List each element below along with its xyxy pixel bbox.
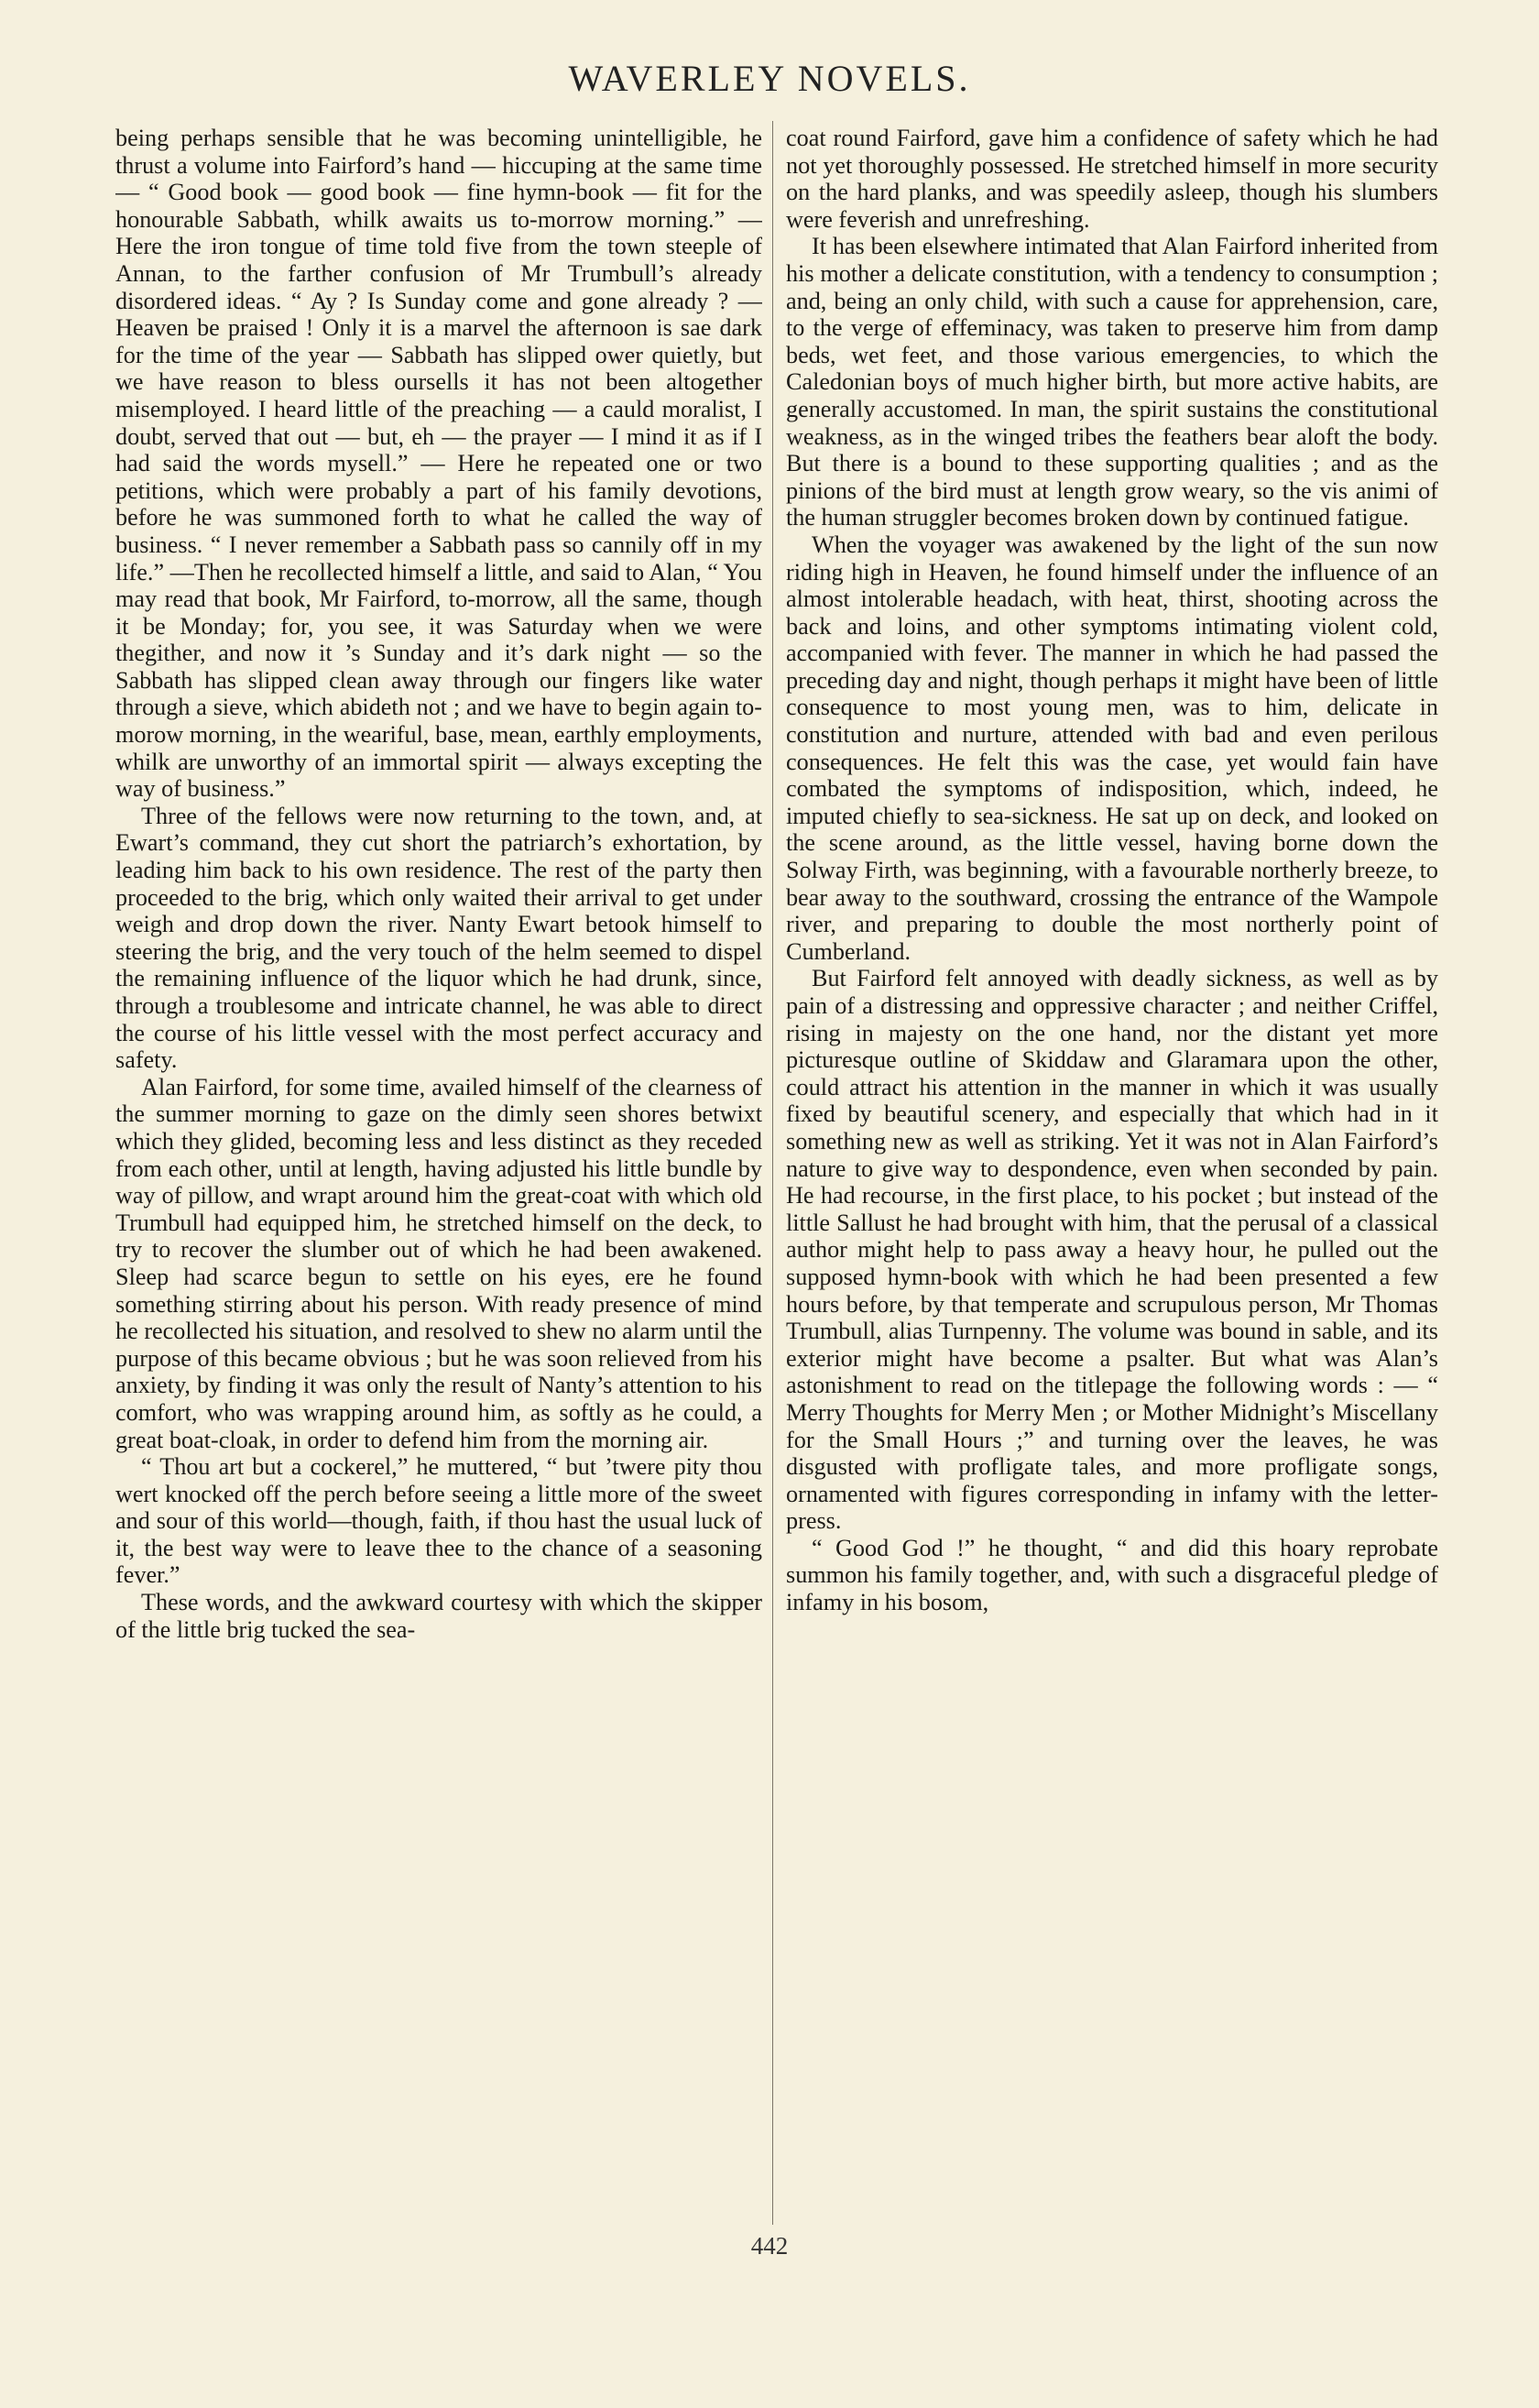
paragraph: But Fairford felt annoyed with deadly sickness, as well as by pain of a distressing and oppressive character ; and neither Criffel, rising in majesty on the one hand, nor the distant yet more picturesque outline of Skiddaw and Glaramara upon the other, could attract his attention in the manner in which it was usually fixed by beautiful scenery, and especially that which had in it something new as well as striking. Yet it was not in Alan Fairford’s nature to give way to despondence, even when seconded by pain. He had recourse, in the first place, to his pocket ; but instead of the little Sallust he had brought with him, that the perusal of a classical author might help to pass away a heavy hour, he pulled out the supposed hymn-book with which he had been presented a few hours before, by that temperate and scrupulous person, Mr Thomas Trumbull, alias Turnpenny. The volume was bound in sable, and its exterior might have become a psalter. But what was Alan’s astonishment to read on the titlepage the following words : — “ Merry Thoughts for Merry Men ; or Mother Midnight’s Miscellany for the Small Hours ;” and turning over the leaves, he was disgusted with profligate tales, and more profligate songs, ornamented with figures corresponding in infamy with the letter-press. xyxy=(786,965,1438,1535)
paragraph: These words, and the awkward courtesy with which the skipper of the little brig tucked the sea- xyxy=(115,1589,762,1643)
left-column xyxy=(115,125,762,2223)
column-divider xyxy=(772,121,773,2225)
page-number: 442 xyxy=(750,2232,789,2260)
paragraph: Alan Fairford, for some time, availed himself of the clearness of the summer morning to gaze on the dimly seen shores betwixt which they glided, becoming less and less distinct as they receded from each other, until at length, having adjusted his little bundle by way of pillow, and wrapt around him the great-coat with which old Trumbull had equipped him, he stretched himself on the deck, to try to recover the slumber out of which he had been awakened. Sleep had scarce begun to settle on his eyes, ere he found something stirring about his person. With ready presence of mind he recollected his situation, and resolved to shew no alarm until the purpose of this became obvious ; but he was soon relieved from his anxiety, by finding it was only the result of Nanty’s attention to his comfort, who was wrapping around him, as softly as he could, a great boat-cloak, in order to defend him from the morning air. xyxy=(115,1073,762,1453)
running-title: WAVERLEY NOVELS. xyxy=(568,58,971,99)
paragraph: “ Good God !” he thought, “ and did this hoary reprobate summon his family together, and, with such a disgraceful pledge of infamy in his bosom, xyxy=(786,1534,1438,1616)
paragraph: Three of the fellows were now returning to the town, and, at Ewart’s command, they cut short the patriarch’s exhortation, by leading him back to his own residence. The rest of the party then proceeded to the brig, which only waited their arrival to get under weigh and drop down the river. Nanty Ewart betook himself to steering the brig, and the very touch of the helm seemed to dispel the remaining influence of the liquor which he had drunk, since, through a troublesome and intricate channel, he was able to direct the course of his little vessel with the most perfect accuracy and safety. xyxy=(115,802,762,1074)
paragraph: When the voyager was awakened by the light of the sun now riding high in Heaven, he found himself under the influence of an almost intolerable headach, with heat, thirst, shooting across the back and loins, and other symptoms intimating violent cold, accompanied with fever. The manner in which he had passed the preceding day and night, though perhaps it might have been of little consequence to most young men, was to him, delicate in constitution and nurture, attended with bad and even perilous consequences. He felt this was the case, yet would fain have combated the symptoms of indisposition, which, indeed, he imputed chiefly to sea-sickness. He sat up on deck, and looked on the scene around, as the little vessel, having borne down the Solway Firth, was beginning, with a favourable northerly breeze, to bear away to the southward, crossing the entrance of the Wampole river, and preparing to double the most northerly point of Cumberland. xyxy=(786,531,1438,965)
right-column xyxy=(786,125,1438,2223)
paragraph: It has been elsewhere intimated that Alan Fairford inherited from his mother a delicate constitution, with a tendency to consumption ; and, being an only child, with such a cause for apprehension, care, to the verge of effeminacy, was taken to preserve him from damp beds, wet feet, and those various emergencies, to which the Caledonian boys of much higher birth, but more active habits, are generally accustomed. In man, the spirit sustains the constitutional weakness, as in the winged tribes the feathers bear aloft the body. But there is a bound to these supporting qualities ; and as the pinions of the bird must at length grow weary, so the vis animi of the human struggler becomes broken down by continued fatigue. xyxy=(786,233,1438,531)
paragraph: coat round Fairford, gave him a confidence of safety which he had not yet thoroughly possessed. He stretched himself in more security on the hard planks, and was speedily asleep, though his slumbers were feverish and unrefreshing. xyxy=(786,125,1438,233)
paragraph: “ Thou art but a cockerel,” he muttered, “ but ’twere pity thou wert knocked off the perch before seeing a little more of the sweet and sour of this world—though, faith, if thou hast the usual luck of it, the best way were to leave thee to the chance of a seasoning fever.” xyxy=(115,1453,762,1589)
paragraph: being perhaps sensible that he was becoming unintelligible, he thrust a volume into Fairford’s hand — hiccuping at the same time — “ Good book — good book — fine hymn-book — fit for the honourable Sabbath, whilk awaits us to-morrow morning.” — Here the iron tongue of time told five from the town steeple of Annan, to the farther confusion of Mr Trumbull’s already disordered ideas. “ Ay ? Is Sunday come and gone already ? — Heaven be praised ! Only it is a marvel the afternoon is sae dark for the time of the year — Sabbath has slipped ower quietly, but we have reason to bless oursells it has not been altogether misemployed. I heard little of the preaching — a cauld moralist, I doubt, served that out — but, eh — the prayer — I mind it as if I had said the words mysell.” — Here he repeated one or two petitions, which were probably a part of his family devotions, before he was summoned forth to what he called the way of business. “ I never remember a Sabbath pass so cannily off in my life.” —Then he recollected himself a little, and said to Alan, “ You may read that book, Mr Fairford, to-morrow, all the same, though it be Monday; for, you see, it was Saturday when we were thegither, and now it ’s Sunday and it’s dark night — so the Sabbath has slipped clean away through our fingers like water through a sieve, which abideth not ; and we have to begin again to-morow morning, in the weariful, base, mean, earthly employments, whilk are unworthy of an immortal spirit — always excepting the way of business.” xyxy=(115,125,762,803)
